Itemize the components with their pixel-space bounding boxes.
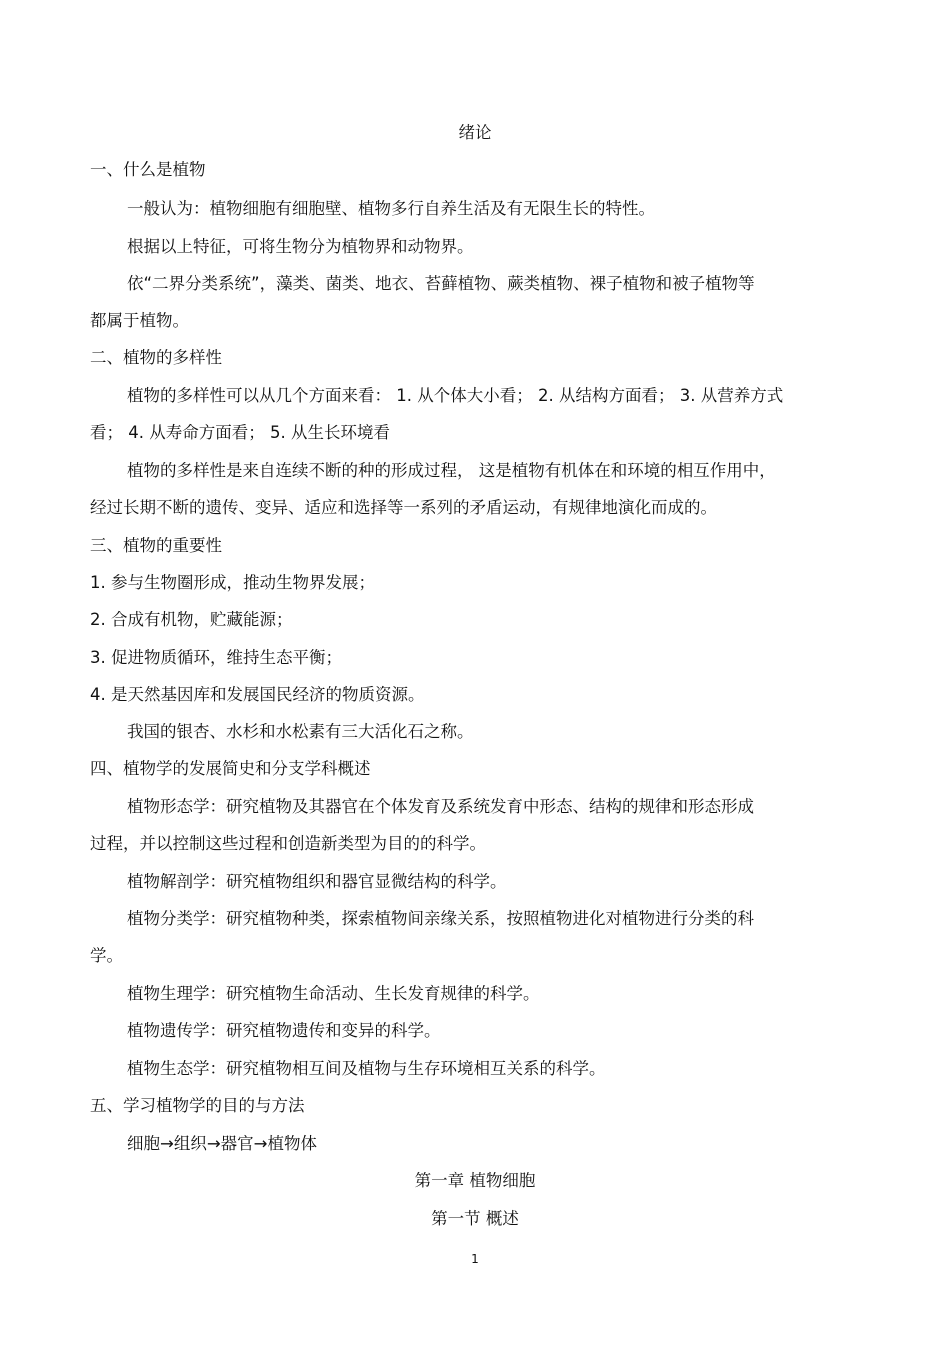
section-heading-4: 四、植物学的发展简史和分支学科概述 (90, 759, 371, 778)
section-heading-3: 三、植物的重要性 (90, 536, 222, 555)
list-item: 3. 促进物质循环，维持生态平衡； (90, 648, 342, 667)
section-heading-2: 二、植物的多样性 (90, 348, 222, 367)
paragraph: 植物生理学：研究植物生命活动、生长发育规律的科学。 (127, 984, 540, 1003)
list-item: 1. 参与生物圈形成，推动生物界发展； (90, 573, 375, 592)
paragraph: 植物的多样性可以从几个方面来看： 1. 从个体大小看； 2. 从结构方面看； 3. 从营养方式 (127, 386, 784, 405)
doc-title: 绪论 (458, 123, 492, 142)
paragraph: 根据以上特征，可将生物分为植物界和动物界。 (127, 237, 474, 256)
chapter-title: 第一章 植物细胞 (414, 1171, 536, 1190)
paragraph: 细胞→组织→器官→植物体 (127, 1134, 317, 1153)
paragraph: 植物生态学：研究植物相互间及植物与生存环境相互关系的科学。 (127, 1059, 606, 1078)
paragraph: 依“二界分类系统”，藻类、菌类、地衣、苔藓植物、蕨类植物、裸子植物和被子植物等 (127, 274, 755, 293)
paragraph: 植物遗传学：研究植物遗传和变异的科学。 (127, 1021, 441, 1040)
paragraph: 一般认为：植物细胞有细胞壁、植物多行自养生活及有无限生长的特性。 (127, 199, 655, 218)
list-item: 2. 合成有机物，贮藏能源； (90, 610, 293, 629)
paragraph-continuation: 过程，并以控制这些过程和创造新类型为目的的科学。 (90, 834, 486, 853)
list-item: 4. 是天然基因库和发展国民经济的物质资源。 (90, 685, 425, 704)
paragraph: 植物的多样性是来自连续不断的种的形成过程， 这是植物有机体在和环境的相互作用中， (127, 461, 776, 480)
paragraph-continuation: 看； 4. 从寿命方面看； 5. 从生长环境看 (90, 423, 390, 442)
paragraph: 植物解剖学：研究植物组织和器官显微结构的科学。 (127, 872, 507, 891)
paragraph-continuation: 都属于植物。 (90, 311, 189, 330)
section-heading-5: 五、学习植物学的目的与方法 (90, 1096, 305, 1115)
section-heading-1: 一、什么是植物 (90, 160, 206, 179)
section-title: 第一节 概述 (431, 1209, 519, 1228)
paragraph-continuation: 学。 (90, 946, 123, 965)
paragraph: 植物形态学：研究植物及其器官在个体发育及系统发育中形态、结构的规律和形态形成 (127, 797, 754, 816)
paragraph: 我国的银杏、水杉和水松素有三大活化石之称。 (127, 722, 474, 741)
paragraph: 植物分类学：研究植物种类，探索植物间亲缘关系，按照植物进化对植物进行分类的科 (127, 909, 754, 928)
paragraph-continuation: 经过长期不断的遗传、变异、适应和选择等一系列的矛盾运动，有规律地演化而成的。 (90, 498, 717, 517)
page-number: 1 (471, 1252, 479, 1266)
